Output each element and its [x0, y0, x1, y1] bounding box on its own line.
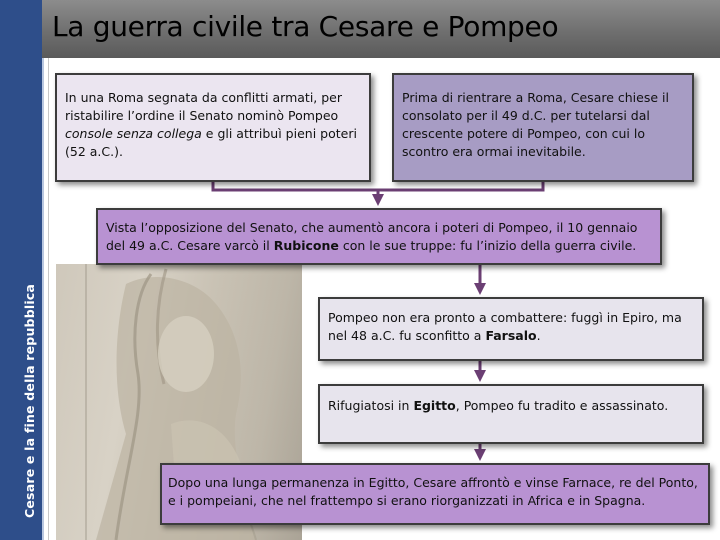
box5-text-pre: Rifugiatosi in	[328, 398, 414, 413]
box5-text-post: , Pompeo fu tradito e assassinato.	[455, 398, 669, 413]
box-egitto	[318, 384, 704, 444]
page-title: La guerra civile tra Cesare e Pompeo	[52, 10, 559, 43]
box4-text-pre: Pompeo non era pronto a combattere: fuggì in Epiro, ma nel 48 a.C. fu sconfitto a	[328, 310, 682, 343]
box-rubicone	[96, 208, 662, 265]
box3-text-post: con le sue truppe: fu l’inizio della guerra civile.	[338, 238, 637, 253]
box6-text: Dopo una lunga permanenza in Egitto, Cesare affrontò e vinse Farnace, re del Ponto, e i pompeiani, che nel frattempo si erano riorganizzati in Africa e in Spagna.	[168, 475, 698, 508]
box-farnace	[160, 463, 710, 525]
box-cesare-consolato	[392, 73, 694, 182]
box3-text-pre: Vista l’opposizione del Senato, che aumentò ancora i poteri di Pompeo, il 10 gennaio del 49 a.C. Cesare varcò il	[106, 220, 638, 253]
box2-text: Prima di rientrare a Roma, Cesare chiese il consolato per il 49 d.C. per tutelarsi dal crescente potere di Pompeo, con cui lo scontro era ormai inevitabile.	[402, 90, 669, 159]
box1-text-post: e gli attribuì pieni poteri (52 a.C.).	[65, 126, 357, 159]
box1-text-pre: In una Roma segnata da conflitti armati, per ristabilire l’ordine il Senato nominò Pompeo	[65, 90, 343, 123]
box-pompeo-console	[55, 73, 371, 182]
box4-text-bold: Farsalo	[485, 328, 537, 343]
box4-text-post: .	[536, 328, 541, 343]
box3-text-bold: Rubicone	[273, 238, 339, 253]
box5-text-bold: Egitto	[413, 398, 456, 413]
box-farsalo	[318, 297, 704, 361]
sidebar-label: Cesare e la fine della repubblica	[22, 283, 37, 518]
box1-text-italic: console senza collega	[65, 126, 202, 141]
